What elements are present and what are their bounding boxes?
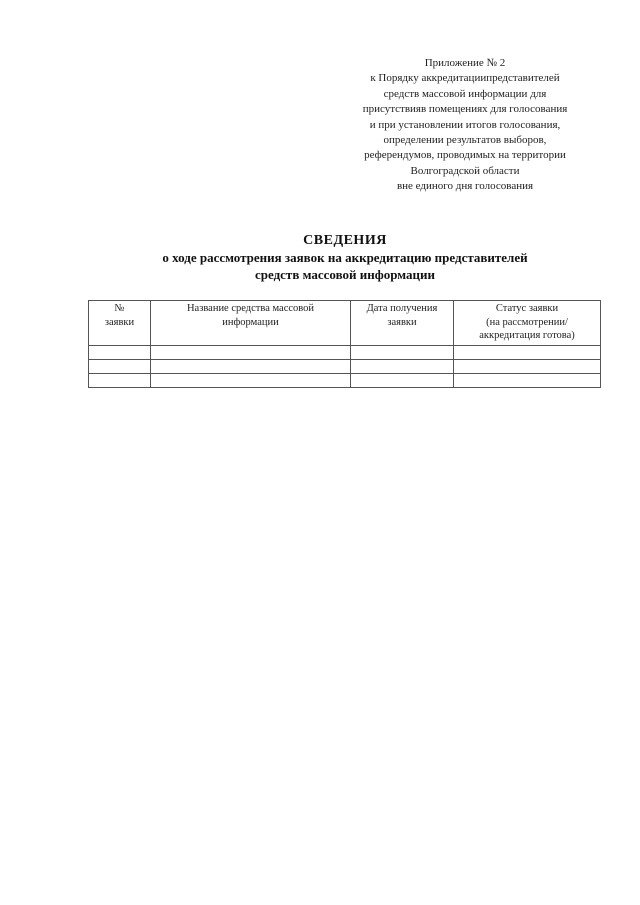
table-cell — [151, 345, 351, 359]
appendix-line: средств массовой информации для — [383, 87, 547, 100]
appendix-note — [330, 56, 600, 195]
table-cell — [151, 373, 351, 387]
column-header-media-name: Название средства массовой информации — [151, 301, 351, 346]
table-cell — [89, 373, 151, 387]
table-row — [89, 345, 601, 359]
appendix-line: и при установлении итогов голосования, — [369, 118, 561, 131]
appendix-line: присутствияв помещениях для голосования — [362, 103, 568, 116]
column-header-status: Статус заявки (на рассмотрении/ аккредитация готова) — [454, 301, 601, 346]
table-header — [89, 301, 601, 346]
appendix-line: определении результатов выборов, — [383, 134, 547, 147]
table-cell — [351, 373, 454, 387]
column-header-date-received: Дата получения заявки — [351, 301, 454, 346]
table-cell — [351, 359, 454, 373]
table-cell — [89, 345, 151, 359]
table-header-row — [89, 301, 601, 346]
table-cell — [454, 345, 601, 359]
appendix-line: Приложение № 2 — [424, 57, 506, 69]
table-cell — [351, 345, 454, 359]
table-row — [89, 359, 601, 373]
appendix-line: к Порядку аккредитациипредставителей — [370, 72, 560, 85]
table-row — [89, 373, 601, 387]
document-heading — [80, 232, 610, 283]
appendix-line: Волгоградской области — [410, 164, 520, 177]
table-cell — [89, 359, 151, 373]
appendix-line: вне единого дня голосования — [396, 180, 534, 193]
appendix-line: референдумов, проводимых на территории — [364, 149, 566, 162]
table-cell — [454, 359, 601, 373]
table-cell — [151, 359, 351, 373]
document-subtitle-line: о ходе рассмотрения заявок на аккредитацию представителей — [162, 250, 528, 265]
table-cell — [454, 373, 601, 387]
document-subtitle-line: средств массовой информации — [254, 266, 435, 282]
table-body — [89, 345, 601, 387]
document-title: СВЕДЕНИЯ — [303, 233, 387, 248]
applications-table — [88, 300, 601, 388]
column-header-number: № заявки — [89, 301, 151, 346]
